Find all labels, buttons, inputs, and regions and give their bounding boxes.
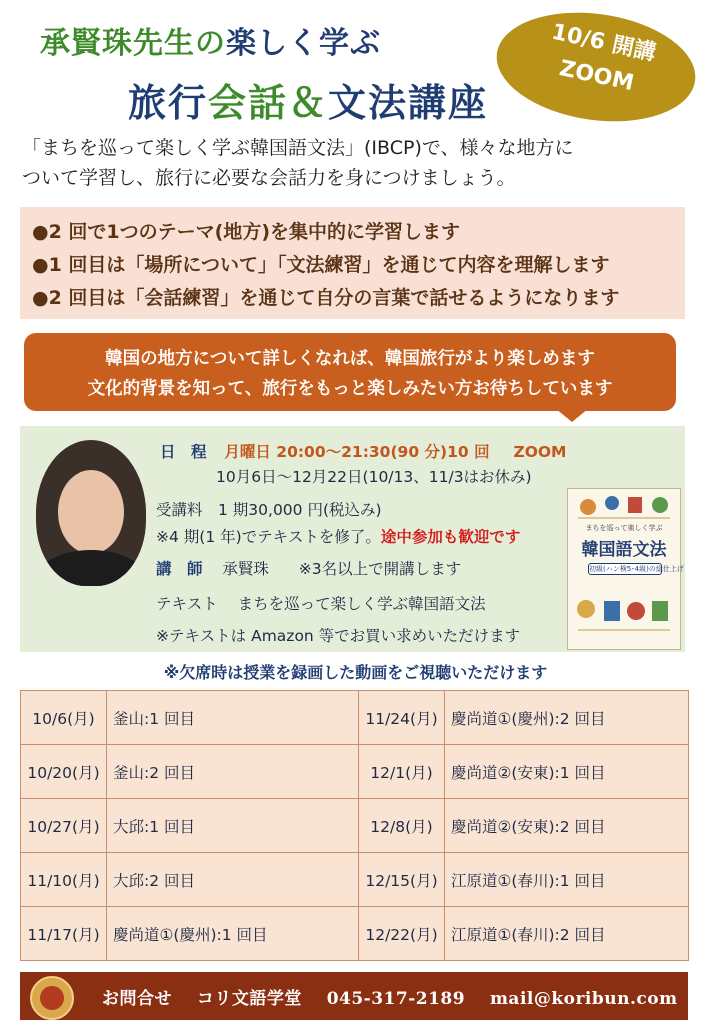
textbook-cover [567,488,684,650]
session-topic: 大邱:1 回目 [107,799,359,853]
schedule-platform: ZOOM [513,443,567,461]
callout-banner [24,333,676,411]
instructor-row [156,557,461,579]
instructor-face [58,470,124,554]
title-teacher: 承賢珠先生の [40,26,226,61]
title-ampersand: ＆ [288,81,329,125]
session-date: 12/1(月) [359,745,445,799]
school-logo-icon [30,976,74,1020]
textbook-level-badge: 初級(ハン検5･4級)の総仕上げ [589,565,684,573]
session-topic: 大邱:2 回目 [107,853,359,907]
session-date: 12/22(月) [359,907,445,961]
callout-line-1: 韓国の地方について詳しくなれば、韓国旅行がより楽しめます [105,349,595,369]
badge-platform: ZOOM [557,56,636,97]
title-conversation: 会話 [208,81,289,125]
intro-line-2: ついて学習し、旅行に必要な会話力を身につけましょう。 [22,167,516,189]
badge-date: 10/6 開講 [549,19,658,67]
table-row [21,691,689,745]
contact-info [102,984,678,1009]
key-point-2: ●1 回目は「場所について」「文法練習」を通じて内容を理解します [32,254,610,276]
textbook-row [156,592,486,614]
email-link[interactable]: mail@koribun.com [489,989,678,1009]
intro-text [22,133,692,193]
session-topic: 釜山:2 回目 [107,745,359,799]
purchase-note: ※テキストは Amazon 等でお買い求めいただけます [156,627,521,645]
session-date: 12/15(月) [359,853,445,907]
note-text: ※4 期(1 年)でテキストを修了。 [156,528,381,546]
session-topic: 江原道①(春川):2 回目 [445,907,689,961]
instructor-label: 講 師 [156,560,203,578]
callout-line-2: 文化的背景を知って、旅行をもっと楽しみたい方お待ちしています [87,379,613,399]
session-date: 10/27(月) [21,799,107,853]
textbook-label: テキスト [156,595,218,613]
note-highlight: 途中参加も歓迎です [380,528,521,546]
session-topic: 慶尚道②(安東):1 回目 [445,745,689,799]
key-point-1: ●2 回で1つのテーマ(地方)を集中的に学習します [32,221,461,243]
callout-tail [550,404,594,422]
schedule-row [160,440,566,462]
schedule-dates: 10月6日～12月22日(10/13、11/3はお休み) [216,468,532,486]
key-point-3: ●2 回目は「会話練習」を通じて自分の言葉で話せるようになります [32,287,620,309]
session-date: 10/6(月) [21,691,107,745]
instructor-name: 承賢珠 [222,560,269,578]
session-date: 11/24(月) [359,691,445,745]
fee-row: 受講料 1 期30,000 円(税込み) [156,501,382,519]
session-date: 12/8(月) [359,799,445,853]
title-line-1 [40,18,381,62]
session-date: 10/20(月) [21,745,107,799]
absence-notice: ※欠席時は授業を録画した動画をご視聴いただけます [163,663,548,682]
textbook-subtitle: まちを巡って楽しく学ぶ [585,524,663,532]
school-name: コリ文語学堂 [196,989,302,1009]
table-row [21,853,689,907]
textbook-title: まちを巡って楽しく学ぶ韓国語文法 [237,595,486,613]
session-topic: 江原道①(春川):1 回目 [445,853,689,907]
schedule-value: 月曜日 20:00～21:30(90 分)10 回 [224,443,490,461]
session-topic: 釜山:1 回目 [107,691,359,745]
instructor-note: ※3名以上で開講します [298,560,462,578]
session-date: 11/10(月) [21,853,107,907]
table-row [21,745,689,799]
textbook-illustration-bottom [572,589,676,643]
title-travel: 旅行 [128,81,209,125]
key-points-box [20,207,685,319]
session-date: 11/17(月) [21,907,107,961]
instructor-photo [36,440,146,586]
phone-number[interactable]: 045-317-2189 [326,989,466,1009]
schedule-label: 日 程 [160,443,207,461]
contact-label: お問合せ [102,989,172,1009]
title-grammar-course: 文法講座 [328,81,489,125]
textbook-cover-title: 韓国語文法 [581,540,667,560]
session-topic: 慶尚道②(安東):2 回目 [445,799,689,853]
title-fun-learning: 楽しく学ぶ [226,26,381,61]
table-row [21,907,689,961]
note-row [156,525,520,547]
intro-line-1: 「まちを巡って楽しく学ぶ韓国語文法」(IBCP)で、様々な地方に [22,137,574,159]
session-topic: 慶尚道①(慶州):2 回目 [445,691,689,745]
title-line-2 [128,72,488,127]
session-topic: 慶尚道①(慶州):1 回目 [107,907,359,961]
schedule-table [20,690,689,961]
table-row [21,799,689,853]
instructor-shoulders [36,550,146,586]
